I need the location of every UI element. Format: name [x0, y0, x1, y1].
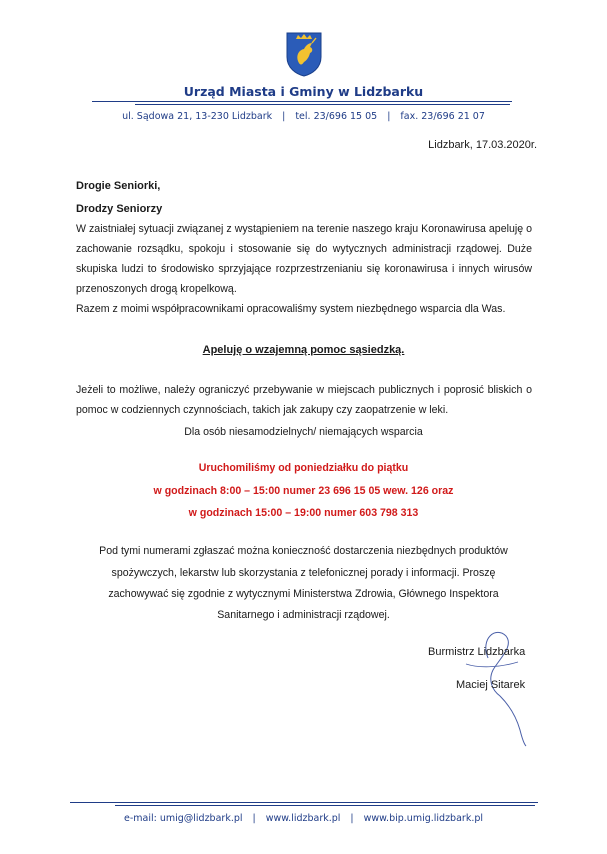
paragraph-3-line-1: Pod tymi numerami zgłaszać można konieczność dostarczenia niezbędnych produktów	[99, 545, 508, 557]
paragraph-3-line-3: zachowywać się zgodnie z wytycznymi Ministerstwa Zdrowia, Głównego Inspektora	[108, 588, 499, 600]
hotline-line-2: w godzinach 8:00 – 15:00 numer 23 696 15 05 wew. 126 oraz	[153, 485, 454, 497]
paragraph-1-last: Razem z moimi współpracownikami opracowaliśmy system niezbędnego wsparcia dla Was.	[76, 303, 506, 315]
hotline-line-1: Uruchomiliśmy od poniedziałku do piątku	[198, 462, 409, 474]
paragraph-3-line-2: spożywczych, lekarstw lub skorzystania z telefonicznej porady i informacji. Proszę	[111, 567, 496, 579]
header-rule	[92, 101, 512, 102]
footer-rule-secondary	[115, 805, 535, 806]
paragraph-1: W zaistniałej sytuacji związanej z wystąpieniem na terenie naszego kraju Koronawirusa apeluję o zachowanie rozsądku, spokoju i stosowanie się do wytycznych administracji rządowej. Duże skupiska ludzi to środowisko sprzyjające rozprzestrzenianiu się koronawirusa i innych wirusów przenoszonych drogą kropelkową.	[76, 223, 532, 295]
signature-title: Burmistrz Lidzbarka	[428, 646, 526, 658]
appeal-heading: Apeluję o wzajemną pomoc sąsiedzką.	[202, 344, 405, 356]
paragraph-3-line-4: Sanitarnego i administracji rządowej.	[217, 609, 390, 621]
paragraph-2-center: Dla osób niesamodzielnych/ niemających wsparcia	[184, 426, 423, 438]
org-name: Urząd Miasta i Gminy w Lidzbarku	[183, 84, 424, 99]
header-rule-secondary	[135, 104, 510, 105]
header-contact: ul. Sądowa 21, 13-230 Lidzbark | tel. 23/696 15 05 | fax. 23/696 21 07	[122, 111, 485, 122]
letter-date: Lidzbark, 17.03.2020r.	[428, 139, 537, 151]
footer-bip: www.bip.umig.lidzbark.pl	[363, 813, 484, 824]
footer-email: e-mail: umig@lidzbark.pl	[123, 813, 243, 824]
signature-name: Maciej Sitarek	[456, 679, 526, 691]
salutation-line-2: Drodzy Seniorzy	[76, 203, 163, 215]
address: ul. Sądowa 21, 13-230 Lidzbark	[122, 111, 273, 122]
fax: fax. 23/696 21 07	[400, 111, 485, 122]
footer-rule	[70, 802, 538, 803]
footer-contact: e-mail: umig@lidzbark.pl | www.lidzbark.pl | www.bip.umig.lidzbark.pl	[123, 813, 484, 824]
hotline-line-3: w godzinach 15:00 – 19:00 numer 603 798 313	[188, 507, 419, 519]
salutation-line-1: Drogie Seniorki,	[76, 180, 161, 192]
paragraph-2: Jeżeli to możliwe, należy ograniczyć przebywanie w miejscach publicznych i poprosić bliskich o pomoc w codziennych czynnościach, takich jak zakupy czy zaopatrzenie w leki.	[76, 384, 532, 416]
phone: tel. 23/696 15 05	[295, 111, 378, 122]
footer-www: www.lidzbark.pl	[265, 813, 341, 824]
coat-of-arms-icon	[285, 31, 323, 77]
